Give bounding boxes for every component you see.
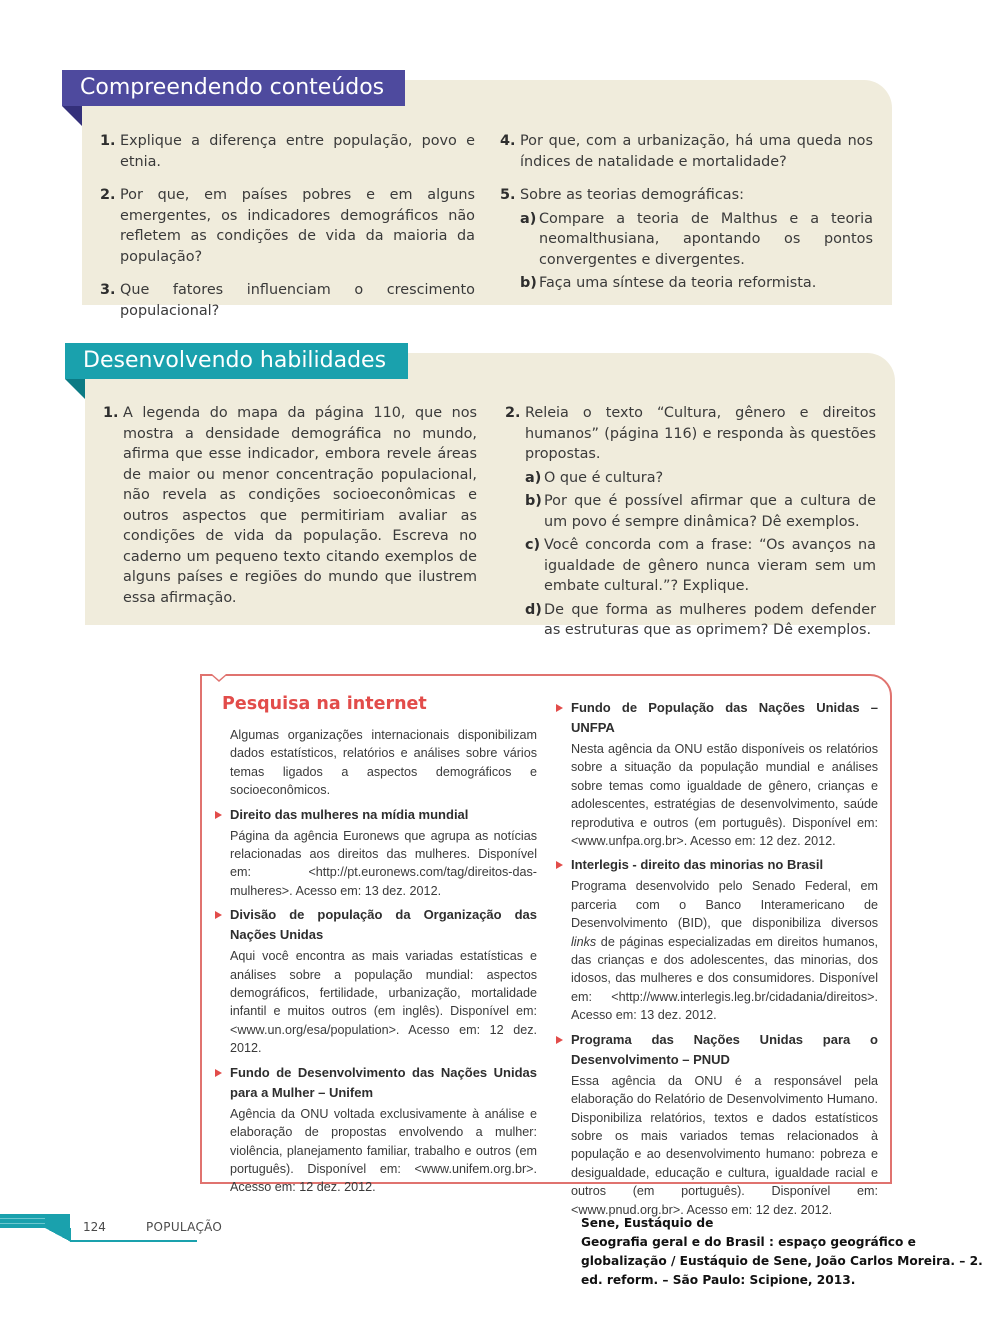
box-notch-inner [212,674,226,680]
research-entry-heading [215,905,537,945]
question-5 [500,185,873,294]
question-number: 1. [103,405,119,421]
question-2 [100,185,475,267]
question-number: 2. [505,405,521,421]
question-text: Que fatores influenciam o crescimento populacional? [120,282,475,319]
page-number: 124 [83,1220,106,1234]
sub-question-letter: a) [520,210,537,227]
citation-reference: Geografia geral e do Brasil : espaço geográfico e globalização / Eustáquio de Sene, João Carlos Moreira. – 2. ed. reform. – São Paulo: Scipione, 2013. [581,1235,983,1287]
skills-section-title: Desenvolvendo habilidades [65,343,408,379]
question-number: 5. [500,187,516,203]
question-4 [500,131,873,172]
triangle-bullet-icon [215,911,222,919]
research-entry-body: Agência da ONU voltada exclusivamente à análise e elaboração de propostas envolvendo a mulher: violência, planejamento familiar, trabalho e outros (em português). Disponível em: <www.unifem.org.br>. Acesso em: 12 dez. 2012. [230,1106,537,1195]
skills-tab-fold [65,379,85,399]
research-entry-title: Programa das Nações Unidas para o Desenvolvimento – PNUD [571,1031,878,1067]
research-entry-heading [215,805,537,825]
question-text: Explique a diferença entre população, povo e etnia. [120,133,475,170]
sub-question-text: Você concorda com a frase: “Os avanços na igualdade de gênero nunca vieram sem um embate cultural.”? Explique. [544,537,876,594]
sub-question-letter: b) [525,493,542,509]
citation-author: Sene, Eustáquio de [581,1216,714,1230]
question-text: A legenda do mapa da página 110, que nos mostra a densidade demográfica no mundo, afirma que esse indicador, embora revele áreas de maior ou menor concentração populacional, não revela as condições socioeconômicas e outros aspectos que permitiriam avaliar as condições de vida da população. Escreva no caderno um pequeno texto citando exemplos de alguns países e regiões do mundo que ilustrem essa afirmação. [123,405,477,606]
sub-question-letter: a) [525,469,542,486]
sub-question-letter: b) [520,275,537,291]
research-entry-heading [556,1030,878,1070]
footer-stripe [0,1218,45,1219]
research-left-column [215,726,537,1202]
triangle-bullet-icon [215,811,222,819]
research-entry-body: Nesta agência da ONU estão disponíveis os relatórios sobre a situação da população mundial e análises sobre temas como igualdade de gênero, crianças e adolescentes, estratégias de desenvolvimento, saúde reprodutiva e outros (em português). Disponível em: <www.unfpa.org.br>. Acesso em: 12 dez. 2012. [571,742,878,849]
question-number: 4. [500,133,516,149]
sub-question-letter: d) [525,601,542,618]
sub-question-b [525,491,876,532]
research-entry-heading [556,698,878,738]
question-3 [100,280,475,321]
footer-rule [70,1240,197,1242]
body-italic-text: links [571,934,597,949]
research-entry-title: Interlegis - direito das minorias no Brasil [571,857,824,873]
research-entry [556,698,878,850]
bibliographic-citation [581,1214,991,1290]
research-entry-heading [215,1063,537,1103]
sub-question-text: De que forma as mulheres podem defender as estruturas que as oprimem? Dê exemplos. [544,601,876,638]
skills-question-1 [103,403,477,608]
research-entry-title: Fundo de População das Nações Unidas – UNFPA [571,700,878,735]
question-text: Por que, com a urbanização, há uma queda nos índices de natalidade e mortalidade? [520,133,873,170]
sub-question-text: Compare a teoria de Malthus e a teoria neomalthusiana, apontando os pontos convergentes e divergentes. [539,210,873,268]
research-entry-title: Direito das mulheres na mídia mundial [230,806,469,822]
research-entry [215,805,537,901]
question-number: 1. [100,133,116,149]
triangle-bullet-icon [556,861,563,869]
page-section-name: POPULAÇÃO [146,1220,223,1234]
footer-band [0,1214,70,1228]
research-entry-body [556,877,878,1024]
question-text: Releia o texto “Cultura, gênero e direitos humanos” (página 116) e responda às questões propostas. [525,405,876,462]
sub-question-text: Faça uma síntese da teoria reformista. [539,275,817,291]
sub-question-text: O que é cultura? [544,469,664,486]
sub-question-letter: c) [525,537,541,553]
question-number: 3. [100,282,116,298]
triangle-bullet-icon [556,704,563,712]
footer-band-slope [45,1228,71,1242]
sub-question-b [520,273,873,294]
research-entry [215,1063,537,1197]
sub-question-a [525,468,876,489]
research-entry-heading [556,855,878,875]
triangle-bullet-icon [215,1069,222,1077]
research-entry [556,855,878,1024]
research-entry-title: Divisão de população da Organização das Nações Unidas [230,907,537,943]
comprehension-tab-fold [62,106,82,126]
question-1 [100,131,475,172]
research-entry-body: Página da agência Euronews que agrupa as notícias relacionadas aos direitos das mulheres. Disponível em: <http://pt.euronews.com/tag/direitos-das-mulheres>. Acesso em: 13 dez. 2012. [230,828,537,898]
research-intro: Algumas organizações internacionais disponibilizam dados estatísticos, relatórios e análises sobre vários temas ligados a aspectos demográficos e socioeconômicos. [230,728,537,798]
comprehension-section-title: Compreendendo conteúdos [62,70,405,106]
body-text: Programa desenvolvido pelo Senado Federal, em parceria com o Banco Interamericano de Desenvolvimento (BID), que disponibiliza diversos [571,879,878,931]
skills-left-column [103,403,477,621]
sub-question-c [525,535,876,597]
question-text: Por que, em países pobres e em alguns emergentes, os indicadores demográficos não refletem as condições de vida da maioria da população? [120,187,475,265]
sub-question-d [525,600,876,641]
research-entry-body: Aqui você encontra as mais variadas estatísticas e análises sobre a população mundial: aspectos demográficos, fertilidade, urbanização, mortalidade infantil e muitos outros (em inglês). Disponível em: <www.un.org/esa/population>. Acesso em: 12 dez. 2012. [230,949,537,1056]
research-entry-body: Essa agência da ONU é a responsável pela elaboração do Relatório de Desenvolvimento Humano. Disponibiliza relatórios, textos e dados estatísticos sobre os mais variados temas relacionados à população e ao desenvolvimento humano: pobreza e desigualdade, educação e cultura, igualdade racial e outros (em português). Disponível em: <www.pnud.org.br>. Acesso em: 12 dez. 2012. [571,1073,878,1217]
skills-question-2 [505,403,876,641]
research-entry-title: Fundo de Desenvolvimento das Nações Unidas para a Mulher – Unifem [230,1064,537,1100]
question-number: 2. [100,187,116,203]
internet-research-title: Pesquisa na internet [222,694,427,714]
question-text: Sobre as teorias demográficas: [520,187,744,203]
skills-right-column [505,403,876,654]
comprehension-right-column [500,131,873,307]
comprehension-left-column [100,131,475,334]
footer-stripe [0,1223,45,1224]
sub-question-text: Por que é possível afirmar que a cultura de um povo é sempre dinâmica? Dê exemplos. [544,493,876,530]
research-entry [215,905,537,1057]
research-entry [556,1030,878,1219]
research-right-column [556,698,878,1224]
triangle-bullet-icon [556,1036,563,1044]
body-text: de páginas especializadas em direitos humanos, das crianças e dos adolescentes, das minorias, dos idosos, das mulheres e dos consumidores. Disponível em: <http://www.interlegis.leg.br/cidadania/direitos>. Acesso em: 13 dez. 2012. [571,934,878,1023]
sub-question-a [520,209,873,271]
